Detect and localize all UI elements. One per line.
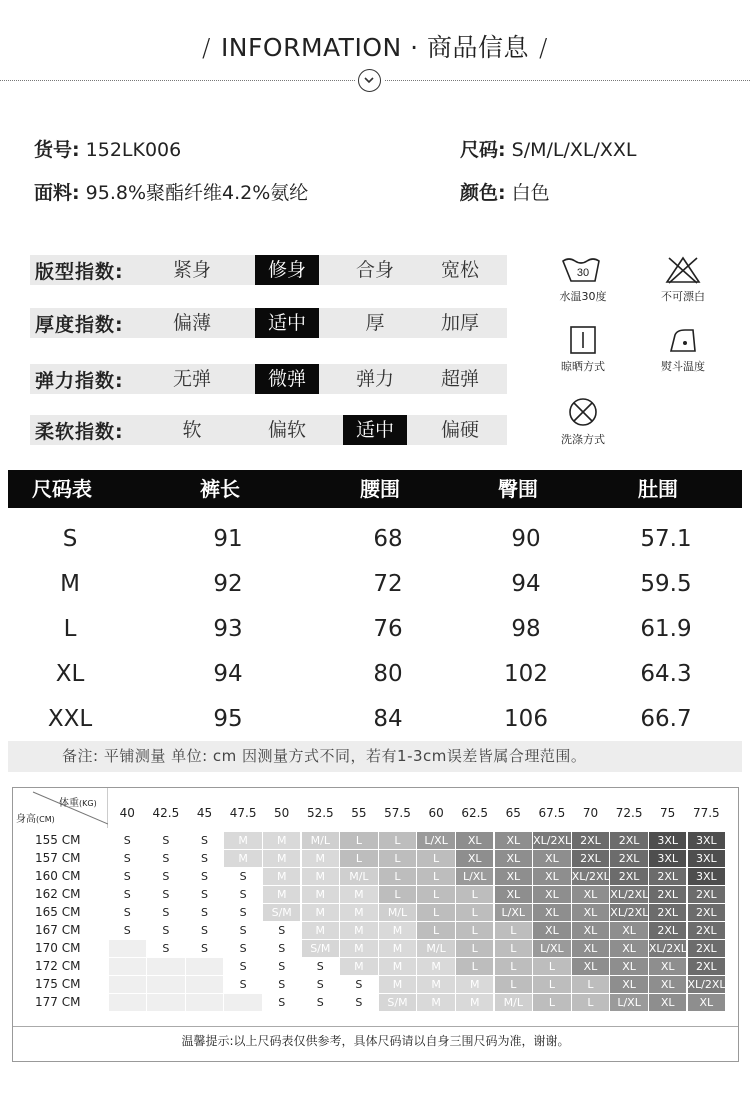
index-option: 超弹 (440, 368, 479, 390)
size-grid-cell: L (340, 832, 378, 849)
size-grid-cell: S (340, 994, 378, 1011)
weight-column-header: 42.5 (152, 806, 180, 820)
size-grid-cell (186, 976, 224, 993)
size-table-header-cell: 尺码表 (32, 477, 92, 501)
care-label-no-bleach: 不可漂白 (661, 290, 705, 303)
size-grid-cell: XL (572, 886, 610, 903)
size-grid-cell: S (147, 940, 185, 957)
size-grid-cell: 2XL (649, 904, 687, 921)
size-grid-cell: S (224, 868, 262, 885)
size-grid-cell: S (147, 922, 185, 939)
size-table-cell: 94 (213, 661, 243, 687)
size-grid-cell: S (147, 868, 185, 885)
size-grid-cell: L (495, 940, 533, 957)
weight-column-header: 75 (660, 806, 676, 820)
size-table-cell: 61.9 (640, 616, 692, 642)
size-grid-cell: 2XL (649, 922, 687, 939)
height-header (16, 810, 55, 825)
index-option-selected: 适中 (255, 308, 319, 338)
care-iron (643, 325, 723, 374)
size-table-cell: 80 (373, 661, 403, 687)
size-grid-cell: S (263, 922, 301, 939)
no-bleach-icon (663, 255, 703, 285)
size-grid-cell: S (147, 832, 185, 849)
size-grid-cell: XL/2XL (610, 906, 648, 919)
size-grid-cell: L (379, 850, 417, 867)
size-grid-cell: XL (572, 922, 610, 939)
size-grid-cell: S (302, 976, 340, 993)
color-label: 颜色: (460, 182, 506, 204)
size-grid-cell: S (186, 850, 224, 867)
size-grid-cell: XL (649, 976, 687, 993)
height-row-header: 170 CM (35, 941, 81, 955)
drying-method-icon (563, 325, 603, 355)
index-option: 无弹 (172, 368, 211, 390)
index-option: 紧身 (172, 259, 211, 281)
size-table-cell: S (62, 526, 78, 552)
size-grid-cell: 2XL (649, 868, 687, 885)
size-grid-cell: M (224, 832, 262, 849)
size-grid-cell: M (263, 832, 301, 849)
size-grid-cell: S/M (379, 994, 417, 1011)
size-grid-cell: L (533, 976, 571, 993)
size-grid-cell: XL (495, 832, 533, 849)
size-grid-cell: M (379, 958, 417, 975)
size-table-cell: 68 (373, 526, 403, 552)
size-grid-cell: L/XL (495, 904, 533, 921)
size-grid-cell: S (109, 832, 147, 849)
chevron-down-icon (358, 69, 381, 92)
size-grid-cell: L (572, 976, 610, 993)
size-grid-cell: XL/2XL (533, 834, 571, 847)
height-row-header: 175 CM (35, 977, 81, 991)
size-grid-cell: L (417, 868, 455, 885)
size-grid-cell: XL (572, 904, 610, 921)
size-table-cell: 106 (504, 706, 548, 732)
size-grid-cell: 2XL (688, 958, 726, 975)
size-grid-cell: XL/2XL (687, 978, 726, 991)
size-grid-cell: M (263, 868, 301, 885)
size-grid-cell: M (263, 886, 301, 903)
size-grid-cell: XL (495, 868, 533, 885)
index-option: 偏硬 (440, 419, 479, 441)
size-grid-cell: L/XL (417, 832, 455, 849)
size-grid-cell: M/L (417, 940, 455, 957)
size-table-cell: XL (55, 661, 85, 687)
weight-column-header: 50 (274, 806, 290, 820)
height-row-header: 167 CM (35, 923, 81, 937)
size-table-header-cell: 裤长 (200, 477, 240, 501)
size-grid-cell: 2XL (610, 850, 648, 867)
size-table-cell: 72 (373, 571, 403, 597)
size-grid-cell: S (186, 922, 224, 939)
size-reference-chart (12, 787, 739, 1062)
size-range (460, 135, 637, 162)
size-table-cell: XXL (47, 706, 93, 732)
weight-column-header: 52.5 (306, 806, 334, 820)
index-option: 宽松 (440, 259, 479, 281)
size-grid-cell: XL (533, 850, 571, 867)
care-wash-30 (543, 255, 623, 304)
size-grid-cell: S (340, 976, 378, 993)
weight-column-header: 60 (428, 806, 444, 820)
size-grid-cell: S (263, 940, 301, 957)
size-grid-cell: 3XL (688, 868, 726, 885)
size-table-cell: M (60, 571, 80, 597)
header (0, 0, 750, 100)
size-grid-cell: XL (610, 958, 648, 975)
size-grid-cell: XL (610, 940, 648, 957)
size-grid-cell: S (147, 904, 185, 921)
size-grid-cell: M (340, 886, 378, 903)
height-row-header: 165 CM (35, 905, 81, 919)
size-grid-cell (109, 940, 147, 957)
height-row-header: 162 CM (35, 887, 81, 901)
weight-header-label: 体重 (59, 798, 79, 809)
size-grid-cell: L/XL (533, 940, 571, 957)
weight-column-header: 67.5 (538, 806, 566, 820)
index-option: 厚 (365, 312, 385, 334)
size-table-cell: 84 (373, 706, 403, 732)
size-grid-cell: S (224, 940, 262, 957)
size-grid-cell: S (263, 976, 301, 993)
size-table-cell: 59.5 (640, 571, 692, 597)
size-table-cell: 95 (213, 706, 243, 732)
size-grid-cell: XL (610, 976, 648, 993)
tip-divider (13, 1026, 738, 1027)
index-option-selected: 适中 (343, 415, 407, 445)
size-grid-cell: XL (533, 922, 571, 939)
size-grid-cell: M (379, 940, 417, 957)
size-grid-cell: S (224, 886, 262, 903)
size-grid-cell: M (302, 850, 340, 867)
size-table-cell: 64.3 (640, 661, 692, 687)
height-header-unit: (CM) (36, 815, 55, 824)
size-table-header-cell: 肚围 (638, 477, 678, 501)
item-number-label: 货号: (34, 139, 80, 161)
index-label: 弹力指数: (35, 370, 124, 392)
size-grid-cell: M (456, 976, 494, 993)
size-grid-cell: S (224, 904, 262, 921)
size-grid-cell: 2XL (688, 886, 726, 903)
weight-column-header: 55 (351, 806, 367, 820)
index-option: 加厚 (440, 312, 479, 334)
size-grid-cell: S (224, 976, 262, 993)
index-option: 弹力 (355, 368, 394, 390)
item-number (34, 135, 181, 162)
fabric (34, 178, 308, 205)
size-grid-cell: L (379, 868, 417, 885)
size-grid-cell: S (263, 958, 301, 975)
size-grid-cell: L (456, 886, 494, 903)
index-option-selected: 修身 (255, 255, 319, 285)
size-grid-cell: S (186, 886, 224, 903)
index-row (30, 415, 507, 445)
measurement-note: 备注: 平铺测量 单位: cm 因测量方式不同，若有1-3cm误差皆属合理范围。 (8, 741, 742, 772)
color-value: 白色 (511, 182, 550, 204)
care-drying (543, 325, 623, 374)
size-grid-cell (224, 994, 262, 1011)
fabric-label: 面料: (34, 182, 80, 204)
size-grid-cell: M (302, 904, 340, 921)
size-grid-cell: M (456, 994, 494, 1011)
size-grid-cell (109, 994, 147, 1011)
size-grid-cell: S (302, 994, 340, 1011)
weight-column-header: 70 (582, 806, 599, 820)
size-grid-cell: L (495, 922, 533, 939)
size-grid-cell: 3XL (649, 850, 687, 867)
care-label-iron: 熨斗温度 (661, 360, 705, 373)
size-grid-cell: M (340, 922, 378, 939)
header-title-text: INFORMATION · 商品信息 (220, 33, 530, 62)
size-grid-cell: L (533, 994, 571, 1011)
size-grid-cell (186, 994, 224, 1011)
size-grid-cell: M (263, 850, 301, 867)
size-grid-cell: XL (649, 994, 687, 1011)
fabric-value: 95.8%聚酯纤维4.2%氨纶 (85, 182, 309, 204)
size-grid-cell: XL/2XL (648, 942, 687, 955)
size-grid-cell: 2XL (572, 832, 610, 849)
size-grid-cell: S (109, 904, 147, 921)
size-range-value: S/M/L/XL/XXL (511, 139, 637, 161)
size-grid-cell: S (147, 886, 185, 903)
height-row-header: 160 CM (35, 869, 81, 883)
height-row-header: 155 CM (35, 833, 81, 847)
size-grid-cell: S (186, 940, 224, 957)
size-grid-cell: M (417, 994, 455, 1011)
size-table-cell: 93 (213, 616, 243, 642)
dotted-divider-right (385, 80, 750, 81)
size-grid-cell: L (456, 958, 494, 975)
size-grid-cell: M/L (302, 832, 340, 849)
size-grid-cell: XL (495, 886, 533, 903)
size-grid-cell: L (572, 994, 610, 1011)
size-grid-cell: XL (688, 994, 726, 1011)
size-grid-cell (186, 958, 224, 975)
size-grid-cell: M (417, 976, 455, 993)
wash-temp-text: 30 (576, 267, 590, 279)
index-option-selected: 微弹 (255, 364, 319, 394)
size-grid-cell: S (186, 832, 224, 849)
size-table-header-cell: 臀围 (498, 477, 538, 501)
size-grid-cell: S (224, 922, 262, 939)
size-grid-cell: M (417, 958, 455, 975)
size-table-cell: 92 (213, 571, 243, 597)
size-grid-cell (109, 976, 147, 993)
ref-corner (13, 788, 108, 828)
size-grid-cell: 3XL (688, 850, 726, 867)
size-grid-cell: L (417, 850, 455, 867)
size-grid-cell: XL (610, 922, 648, 939)
size-grid-cell: XL/2XL (571, 870, 610, 883)
size-grid-cell: XL (533, 904, 571, 921)
size-grid-cell: 2XL (688, 922, 726, 939)
size-grid-cell: M/L (340, 868, 378, 885)
size-table-cell: 94 (511, 571, 541, 597)
size-grid-cell: M (379, 976, 417, 993)
size-grid-cell: M (224, 850, 262, 867)
size-grid-cell: XL (572, 958, 610, 975)
size-grid-cell (147, 994, 185, 1011)
size-table-cell: 57.1 (640, 526, 692, 552)
size-table-cell: 76 (373, 616, 403, 642)
weight-column-header: 57.5 (384, 806, 411, 820)
size-grid-cell (147, 976, 185, 993)
size-grid-cell: L (340, 850, 378, 867)
index-label: 柔软指数: (35, 421, 124, 443)
size-grid-cell: L (417, 904, 455, 921)
size-grid-cell (109, 958, 147, 975)
size-grid-cell: S (302, 958, 340, 975)
size-table-cell: L (63, 616, 77, 642)
wash-30-icon (559, 255, 607, 285)
size-grid-cell: 3XL (649, 832, 687, 849)
index-option: 偏软 (267, 419, 306, 441)
index-label: 版型指数: (35, 261, 124, 283)
size-grid-cell: M (302, 868, 340, 885)
size-grid-cell: S (186, 868, 224, 885)
size-grid-cell: 2XL (688, 904, 726, 921)
size-grid-cell: L (495, 976, 533, 993)
size-grid-cell: 2XL (610, 868, 648, 885)
size-grid-cell: XL (495, 850, 533, 867)
size-grid-cell: 2XL (610, 832, 648, 849)
height-header-label: 身高 (16, 814, 36, 825)
size-grid-cell: M (379, 922, 417, 939)
size-grid-cell: 3XL (688, 832, 726, 849)
care-label-wash-method: 洗涤方式 (561, 433, 605, 446)
size-grid-cell: M (340, 958, 378, 975)
index-row (30, 255, 507, 285)
size-grid-cell: S (109, 850, 147, 867)
size-grid-cell: L (417, 886, 455, 903)
size-grid-cell: XL (533, 886, 571, 903)
care-label-wash-30: 水温30度 (559, 290, 607, 303)
weight-column-header: 77.5 (692, 806, 720, 820)
slash-right-icon: / (539, 33, 548, 62)
size-grid-cell: XL (572, 940, 610, 957)
slash-left-icon: / (202, 33, 211, 62)
care-wash-method (543, 396, 623, 447)
size-grid-cell: L (533, 958, 571, 975)
size-grid-cell: L/XL (456, 868, 494, 885)
size-grid-cell: M (302, 922, 340, 939)
size-grid-cell: L (495, 958, 533, 975)
height-row-header: 172 CM (35, 959, 81, 973)
size-grid-cell: XL (533, 868, 571, 885)
size-grid-cell: S (147, 850, 185, 867)
index-option: 合身 (355, 259, 394, 281)
size-grid-cell: L (456, 940, 494, 957)
size-table-cell: 90 (511, 526, 541, 552)
item-number-value: 152LK006 (85, 139, 182, 161)
size-grid-cell: S (224, 958, 262, 975)
index-option: 软 (182, 419, 202, 441)
size-grid-cell: XL (456, 850, 494, 867)
care-label-drying: 晾晒方式 (561, 360, 605, 373)
size-grid-cell: S (109, 868, 147, 885)
weight-column-header: 62.5 (461, 806, 489, 820)
weight-column-header: 65 (505, 806, 521, 820)
weight-column-header: 45 (196, 806, 213, 820)
size-grid-cell: M (340, 904, 378, 921)
size-grid-cell: S (109, 922, 147, 939)
size-grid-cell: L (379, 886, 417, 903)
size-grid-cell: L (456, 922, 494, 939)
size-grid-cell: S (263, 994, 301, 1011)
height-row-header: 177 CM (35, 995, 81, 1009)
size-grid-cell: L (456, 904, 494, 921)
size-table-cell: 91 (213, 526, 243, 552)
size-grid-cell: 2XL (688, 940, 726, 957)
size-grid-cell: S (109, 886, 147, 903)
size-tip: 温馨提示:以上尺码表仅供参考，具体尺码请以自身三围尺码为准，谢谢。 (181, 1034, 570, 1048)
size-grid-cell: XL (649, 958, 687, 975)
size-grid-cell: XL (456, 832, 494, 849)
index-row (30, 364, 507, 394)
size-table-header-cell: 腰围 (360, 477, 400, 501)
size-table-cell: 98 (511, 616, 541, 642)
header-title (0, 28, 750, 64)
color (460, 178, 550, 205)
care-no-bleach (643, 255, 723, 304)
size-grid-cell: 2XL (572, 850, 610, 867)
weight-header (59, 794, 97, 809)
size-grid-cell: M (302, 886, 340, 903)
size-grid-cell: L (379, 832, 417, 849)
size-grid-cell (147, 958, 185, 975)
weight-column-header: 47.5 (229, 806, 257, 820)
height-row-header: 157 CM (35, 851, 81, 865)
size-grid-cell: M/L (379, 904, 417, 921)
size-grid-cell: M (340, 940, 378, 957)
index-row (30, 308, 507, 338)
index-label: 厚度指数: (35, 314, 124, 336)
size-grid-cell: M/L (495, 994, 533, 1011)
size-grid-cell: L/XL (610, 994, 648, 1011)
size-grid-cell: S/M (263, 904, 301, 921)
iron-temperature-icon (663, 325, 703, 355)
weight-header-unit: (KG) (79, 799, 97, 808)
size-range-label: 尺码: (460, 139, 506, 161)
size-table-header (8, 470, 742, 508)
wash-method-icon (563, 396, 603, 428)
dotted-divider-left (0, 80, 355, 81)
weight-column-header: 40 (119, 806, 135, 820)
size-table-cell: 102 (504, 661, 548, 687)
size-grid-cell: 2XL (649, 886, 687, 903)
size-grid-cell: S/M (302, 940, 340, 957)
size-grid-cell: L (417, 922, 455, 939)
index-option: 偏薄 (172, 312, 211, 334)
size-grid-cell: XL/2XL (610, 888, 648, 901)
size-table-cell: 66.7 (640, 706, 692, 732)
size-grid-cell: S (186, 904, 224, 921)
weight-column-header: 72.5 (615, 806, 643, 820)
